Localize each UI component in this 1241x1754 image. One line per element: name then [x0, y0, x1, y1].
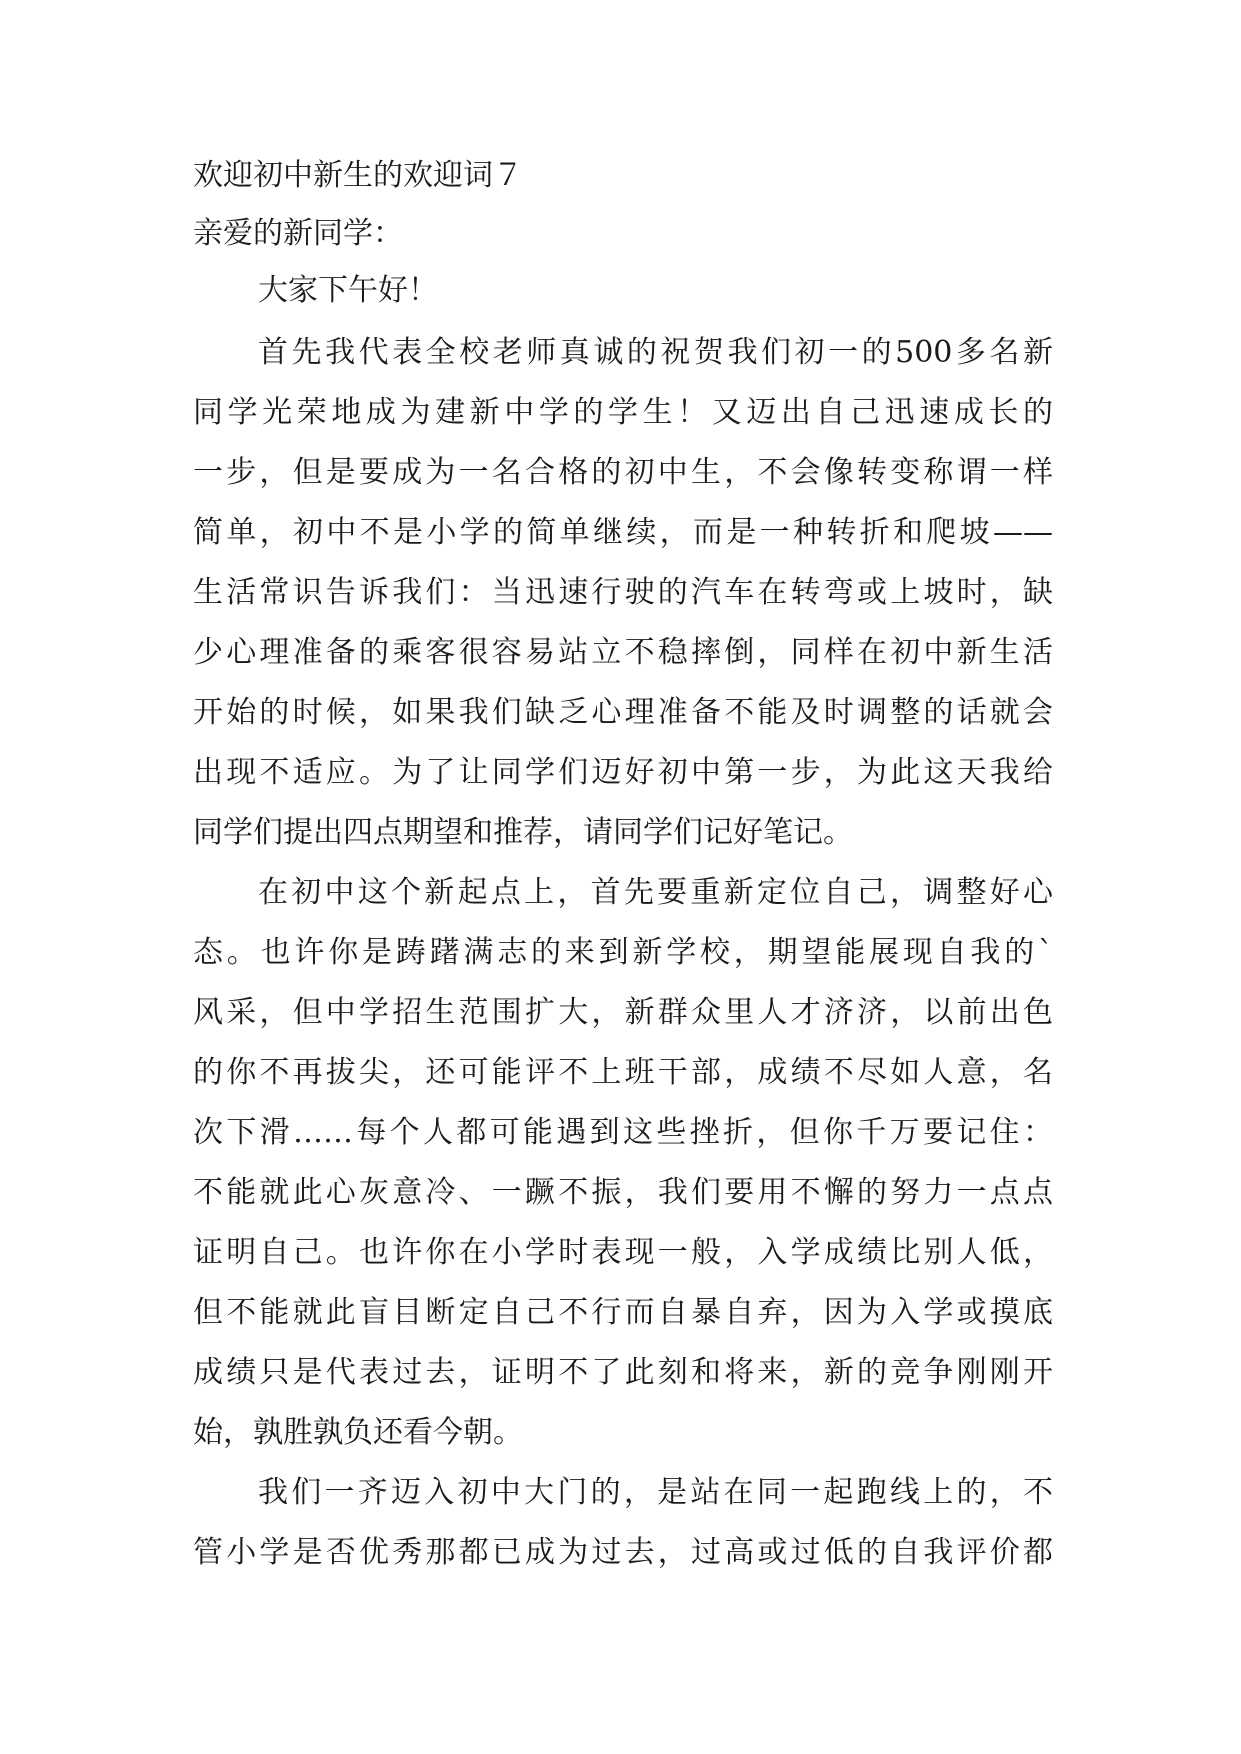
paragraph-line: 一步，但是要成为一名合格的初中生，不会像转变称谓一样: [193, 455, 1053, 490]
greeting: 大家下午好！: [258, 273, 438, 308]
paragraph-line: 但不能就此盲目断定自己不行而自暴自弃，因为入学或摸底: [193, 1295, 1053, 1330]
paragraph-line: 同学光荣地成为建新中学的学生！又迈出自己迅速成长的: [193, 395, 1053, 430]
paragraph-line: 我们一齐迈入初中大门的，是站在同一起跑线上的，不: [258, 1475, 1053, 1510]
paragraph-line: 开始的时候，如果我们缺乏心理准备不能及时调整的话就会: [193, 695, 1053, 730]
paragraph-line: 首先我代表全校老师真诚的祝贺我们初一的500多名新: [258, 335, 1053, 370]
document-title: 欢迎初中新生的欢迎词７: [193, 158, 523, 193]
paragraph-line: 出现不适应。为了让同学们迈好初中第一步，为此这天我给: [193, 755, 1053, 790]
paragraph-line: 不能就此心灰意冷、一蹶不振，我们要用不懈的努力一点点: [193, 1175, 1053, 1210]
paragraph-line: 风采，但中学招生范围扩大，新群众里人才济济，以前出色: [193, 995, 1053, 1030]
salutation: 亲爱的新同学：: [193, 216, 403, 251]
paragraph-line: 同学们提出四点期望和推荐，请同学们记好笔记。: [193, 815, 853, 850]
paragraph-line: 少心理准备的乘客很容易站立不稳摔倒，同样在初中新生活: [193, 635, 1053, 670]
paragraph-line: 证明自己。也许你在小学时表现一般，入学成绩比别人低，: [193, 1235, 1053, 1270]
paragraph-line: 始，孰胜孰负还看今朝。: [193, 1415, 523, 1450]
paragraph-line: 成绩只是代表过去，证明不了此刻和将来，新的竞争刚刚开: [193, 1355, 1053, 1390]
paragraph-line: 态。也许你是踌躇满志的来到新学校，期望能展现自我的`: [193, 935, 1053, 970]
paragraph-line: 在初中这个新起点上，首先要重新定位自己，调整好心: [258, 875, 1053, 910]
paragraph-line: 的你不再拔尖，还可能评不上班干部，成绩不尽如人意，名: [193, 1055, 1053, 1090]
paragraph-line: 管小学是否优秀那都已成为过去，过高或过低的自我评价都: [193, 1535, 1053, 1570]
paragraph-line: 次下滑……每个人都可能遇到这些挫折，但你千万要记住：: [193, 1115, 1053, 1150]
paragraph-line: 生活常识告诉我们：当迅速行驶的汽车在转弯或上坡时，缺: [193, 575, 1053, 610]
paragraph-line: 简单，初中不是小学的简单继续，而是一种转折和爬坡——: [193, 515, 1053, 550]
